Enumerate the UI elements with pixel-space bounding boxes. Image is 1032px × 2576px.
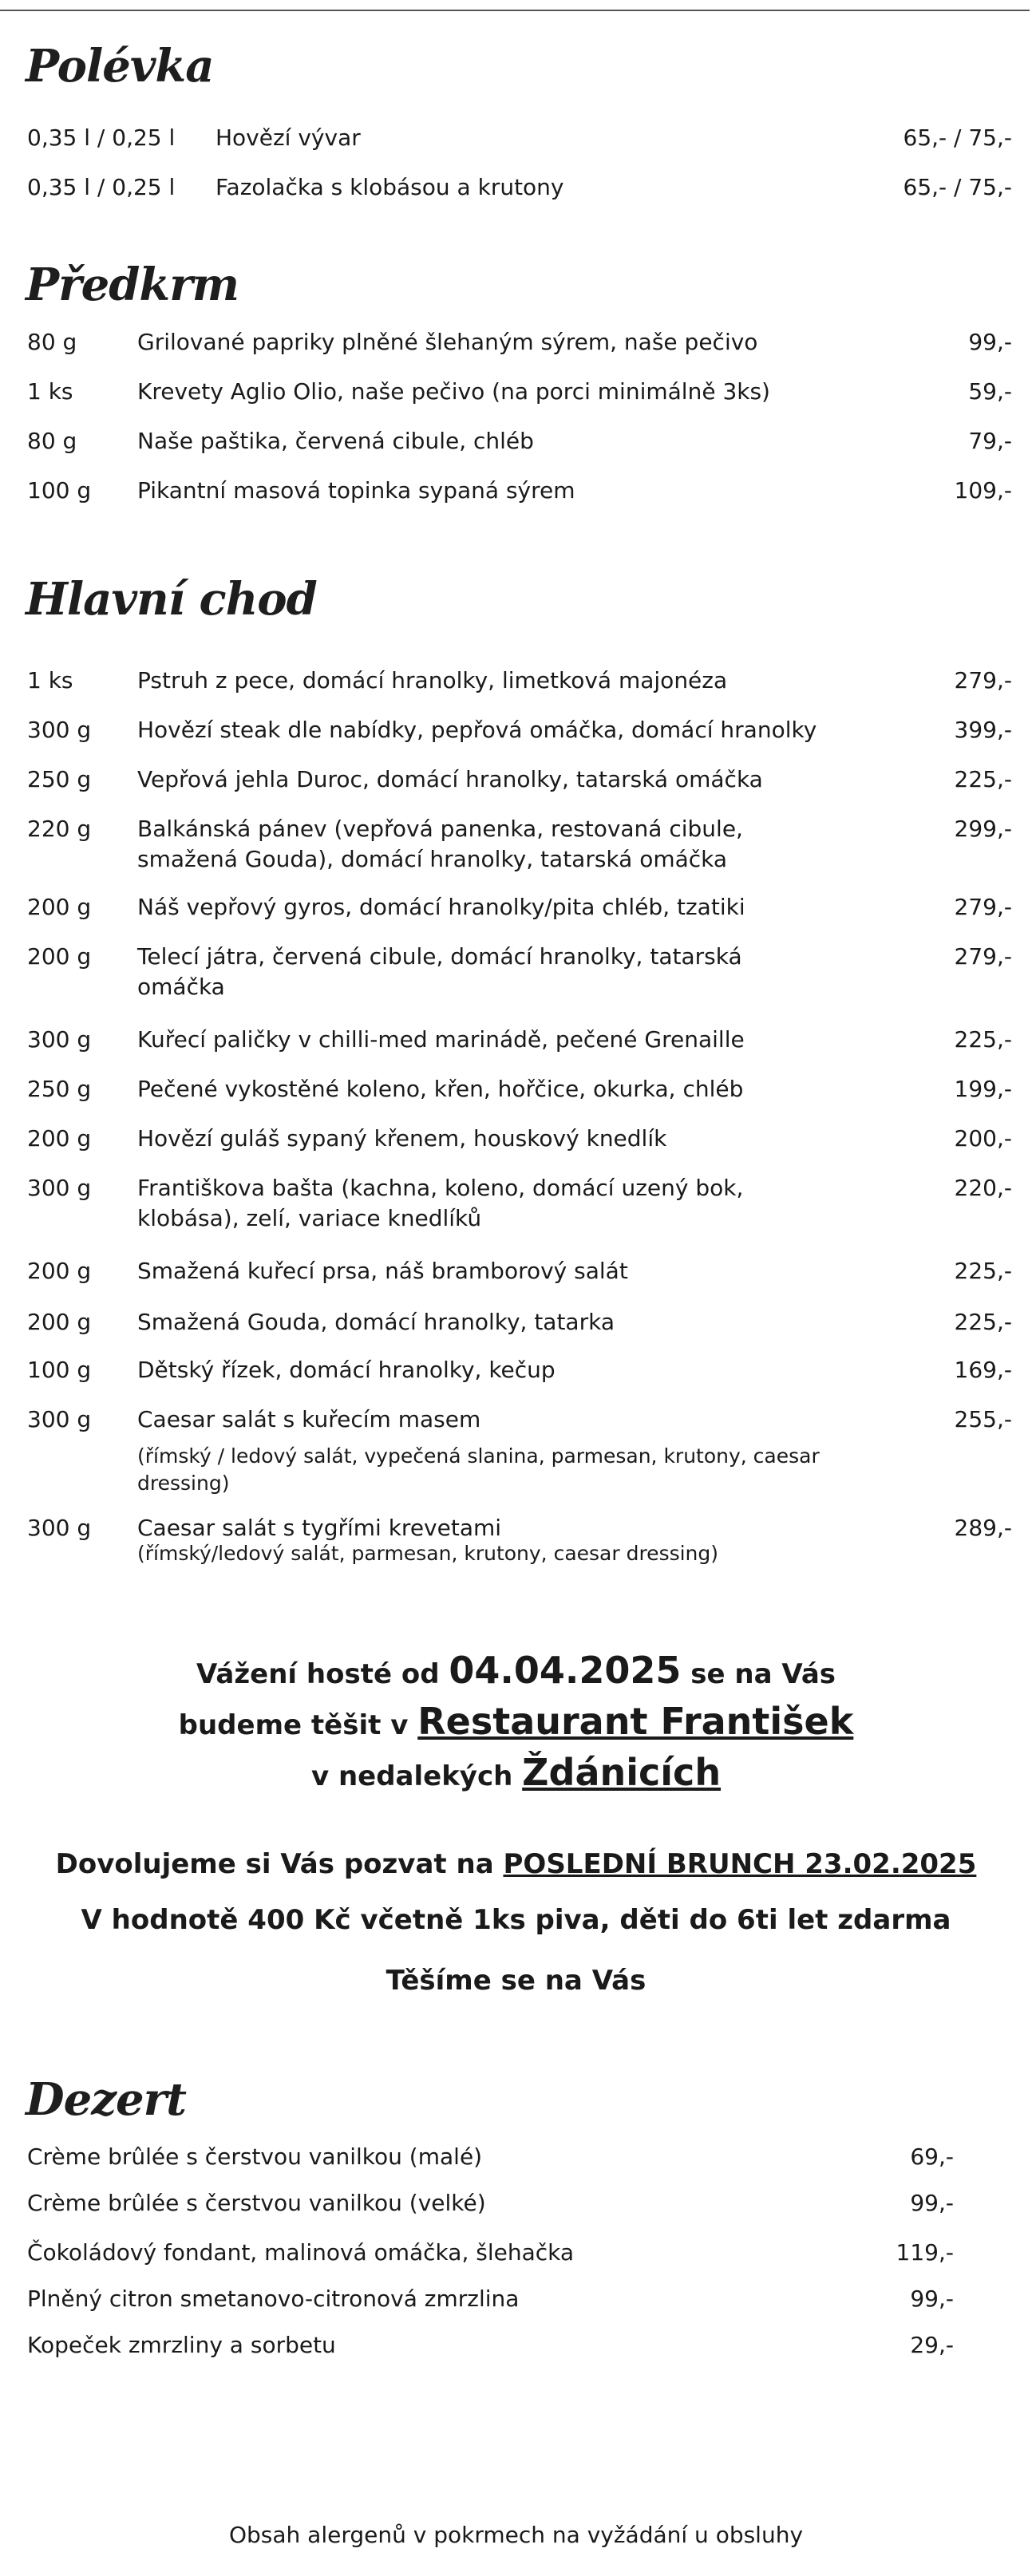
notice-text: budeme těšit v	[178, 1709, 418, 1741]
notice-town: Ždánicích	[522, 1751, 722, 1794]
section-title-predkrm: Předkrm	[26, 259, 239, 311]
item-quantity: 200 g	[27, 894, 92, 920]
item-price: 79,-	[968, 428, 1012, 454]
notice-line-6: Těšíme se na Vás	[386, 1965, 646, 1997]
item-name: Smažená kuřecí prsa, náš bramborový salát	[137, 1258, 628, 1284]
item-quantity: 1 ks	[27, 378, 73, 405]
item-name: Kopeček zmrzliny a sorbetu	[27, 2332, 336, 2358]
item-quantity: 80 g	[27, 428, 77, 454]
notice-text: Dovolujeme si Vás pozvat na	[55, 1848, 504, 1880]
item-name: Náš vepřový gyros, domácí hranolky/pita chléb, tzatiki	[137, 894, 745, 920]
item-name: Františkova bašta (kachna, koleno, domácí uzený bok,	[137, 1175, 744, 1201]
notice-text: v nedalekých	[310, 1760, 523, 1792]
item-price: 225,-	[954, 766, 1012, 792]
top-rule	[0, 10, 1030, 11]
item-price: 69,-	[910, 2143, 954, 2170]
notice-date: 04.04.2025	[449, 1649, 682, 1692]
item-name: Crème brûlée s čerstvou vanilkou (malé)	[27, 2143, 483, 2170]
item-quantity: 250 g	[27, 766, 92, 792]
item-price: 65,- / 75,-	[903, 174, 1012, 200]
item-name: Fazolačka s klobásou a krutony	[215, 174, 564, 200]
section-title-polevka: Polévka	[26, 40, 214, 93]
item-name: Caesar salát s kuřecím masem	[137, 1406, 481, 1432]
item-description-continued: dressing)	[137, 1472, 230, 1495]
item-description: (římský/ledový salát, parmesan, krutony, caesar dressing)	[137, 1542, 719, 1565]
item-name: Hovězí guláš sypaný křenem, houskový knedlík	[137, 1125, 667, 1152]
item-quantity: 300 g	[27, 1406, 92, 1432]
item-price: 119,-	[896, 2239, 954, 2266]
item-quantity: 200 g	[27, 943, 92, 970]
item-name-continued: smažená Gouda), domácí hranolky, tatarská omáčka	[137, 846, 728, 872]
item-price: 279,-	[954, 667, 1012, 693]
section-title-hlavni-chod: Hlavní chod	[26, 573, 317, 626]
item-price: 255,-	[954, 1406, 1012, 1432]
section-title-dezert: Dezert	[26, 2073, 186, 2126]
item-price: 65,- / 75,-	[903, 124, 1012, 151]
item-name-continued: omáčka	[137, 974, 225, 1000]
item-price: 29,-	[910, 2332, 954, 2358]
item-price: 99,-	[910, 2286, 954, 2312]
item-price: 225,-	[954, 1026, 1012, 1053]
item-quantity: 300 g	[27, 1515, 92, 1541]
item-name: Naše paštika, červená cibule, chléb	[137, 428, 534, 454]
item-price: 59,-	[968, 378, 1012, 405]
notice-line-3	[0, 1751, 1032, 1794]
item-quantity: 0,35 l / 0,25 l	[27, 174, 176, 200]
item-name: Grilované papriky plněné šlehaným sýrem, naše pečivo	[137, 329, 758, 355]
item-quantity: 200 g	[27, 1309, 92, 1335]
allergen-footer: Obsah alergenů v pokrmech na vyžádání u obsluhy	[228, 2522, 804, 2548]
item-quantity: 80 g	[27, 329, 77, 355]
item-quantity: 300 g	[27, 1026, 92, 1053]
notice-restaurant-name: Restaurant František	[417, 1700, 854, 1743]
item-quantity: 0,35 l / 0,25 l	[27, 124, 176, 151]
notice-line-5: V hodnotě 400 Kč včetně 1ks piva, děti do 6ti let zdarma	[81, 1904, 951, 1936]
item-price: 279,-	[954, 943, 1012, 970]
item-name: Kuřecí paličky v chilli-med marinádě, pečené Grenaille	[137, 1026, 745, 1053]
item-price: 399,-	[954, 717, 1012, 743]
item-name: Pečené vykostěné koleno, křen, hořčice, okurka, chléb	[137, 1076, 744, 1102]
item-name: Balkánská pánev (vepřová panenka, restovaná cibule,	[137, 816, 743, 842]
item-quantity: 1 ks	[27, 667, 73, 693]
item-name: Pstruh z pece, domácí hranolky, limetková majonéza	[137, 667, 728, 693]
item-quantity: 200 g	[27, 1125, 92, 1152]
item-price: 225,-	[954, 1258, 1012, 1284]
item-name: Pikantní masová topinka sypaná sýrem	[137, 477, 575, 504]
item-price: 299,-	[954, 816, 1012, 842]
item-price: 169,-	[954, 1357, 1012, 1383]
item-name: Vepřová jehla Duroc, domácí hranolky, tatarská omáčka	[137, 766, 763, 792]
item-quantity: 300 g	[27, 717, 92, 743]
notice-line-1	[0, 1649, 1032, 1692]
notice-text: Vážení hosté od	[196, 1658, 449, 1690]
item-price: 99,-	[968, 329, 1012, 355]
item-quantity: 300 g	[27, 1175, 92, 1201]
notice-brunch: POSLEDNÍ BRUNCH 23.02.2025	[503, 1848, 977, 1880]
item-name: Plněný citron smetanovo-citronová zmrzlina	[27, 2286, 520, 2312]
notice-text: se na Vás	[681, 1658, 836, 1690]
item-name: Čokoládový fondant, malinová omáčka, šlehačka	[27, 2239, 575, 2266]
item-price: 199,-	[954, 1076, 1012, 1102]
item-name: Caesar salát s tygřími krevetami	[137, 1515, 502, 1541]
item-name: Krevety Aglio Olio, naše pečivo (na porci minimálně 3ks)	[137, 378, 770, 405]
notice-line-4	[0, 1848, 1032, 1880]
item-name: Smažená Gouda, domácí hranolky, tatarka	[137, 1309, 615, 1335]
item-name-continued: klobása), zelí, variace knedlíků	[137, 1205, 482, 1231]
item-price: 200,-	[954, 1125, 1012, 1152]
item-quantity: 200 g	[27, 1258, 92, 1284]
item-quantity: 100 g	[27, 477, 92, 504]
item-quantity: 250 g	[27, 1076, 92, 1102]
item-price: 99,-	[910, 2190, 954, 2216]
item-price: 289,-	[954, 1515, 1012, 1541]
item-quantity: 220 g	[27, 816, 92, 842]
item-name: Telecí játra, červená cibule, domácí hranolky, tatarská	[137, 943, 742, 970]
item-price: 225,-	[954, 1309, 1012, 1335]
item-name: Dětský řízek, domácí hranolky, kečup	[137, 1357, 556, 1383]
item-name: Crème brûlée s čerstvou vanilkou (velké)	[27, 2190, 486, 2216]
item-quantity: 100 g	[27, 1357, 92, 1383]
item-price: 220,-	[954, 1175, 1012, 1201]
item-name: Hovězí vývar	[215, 124, 361, 151]
item-price: 279,-	[954, 894, 1012, 920]
item-price: 109,-	[954, 477, 1012, 504]
item-description: (římský / ledový salát, vypečená slanina, parmesan, krutony, caesar	[137, 1444, 820, 1468]
item-name: Hovězí steak dle nabídky, pepřová omáčka, domácí hranolky	[137, 717, 817, 743]
notice-line-2	[0, 1700, 1032, 1743]
